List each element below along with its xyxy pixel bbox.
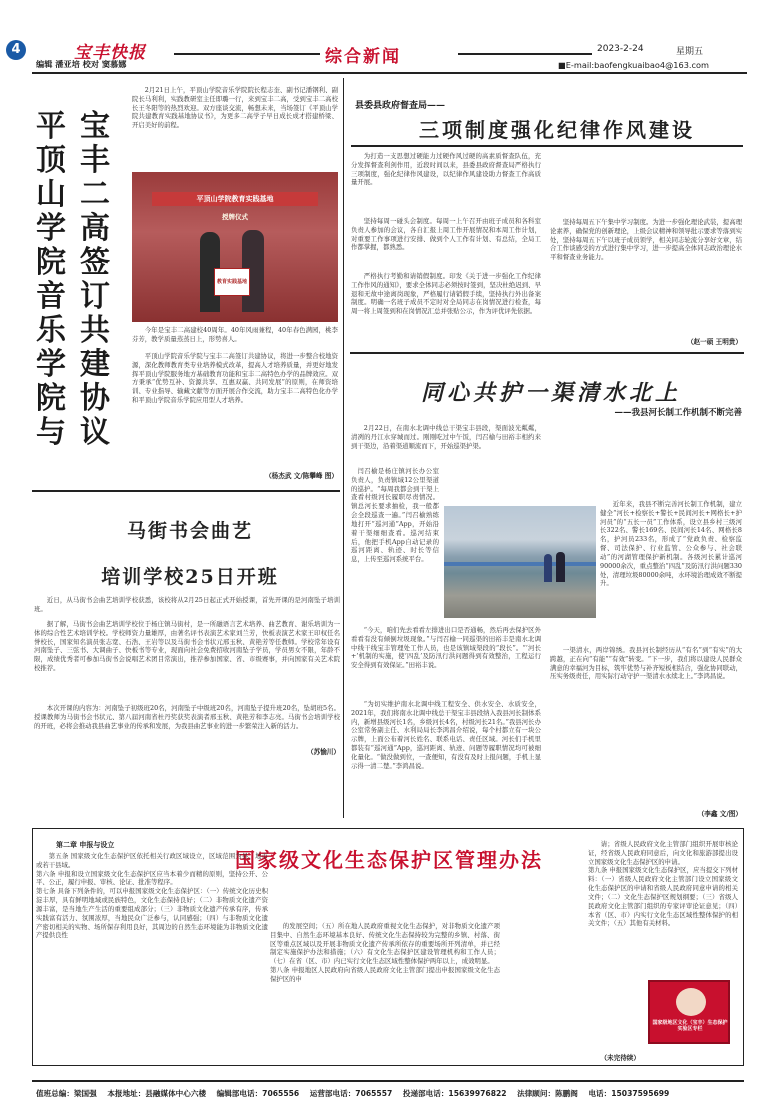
article2-para3: 本次开课的内容为：河南坠子初级班20名，河南坠子中级班20名，河南坠子提升班20名，坠胡班5名。授课教师为马街书会书状元、第八届河南省杜丹奖获奖表演者邢玉秋、黄艳芳和李志亮。马街书会培训学校的开班，必将会推动我县曲艺事业的传承和发展，为我县曲艺事业的进一步繁荣注入新的活力。 xyxy=(34,704,340,730)
article2-para1: 近日，从马街书会曲艺培训学校获悉，该校将从2月25日起正式开始授课，首先开课的是河南坠子培训班。 xyxy=(34,596,340,613)
editors-line: 编辑 潘亚培 校对 窦慕娜 xyxy=(36,59,127,69)
masthead-divider xyxy=(32,72,747,74)
regulation-text-b: 的发展空间；（五）所在地人民政府重视文化生态保护，对非物质文化遗产项目集中、自然生态环境基本良好、传统文化生态保持较为完整的乡镇、村落、街区等重点区域以及开展非物质文化遗产传承所依存的重要场所开列清单，并已经制定实施保护办法和措施；（六）有文化生态保护区建设管理机构和工作人员；（七）在省（区、市）内已实行文化生态区域性整体保护两年以上，成效明显。 第八条 申报地区人民政府向省级人民政府文化主管部门提出申报国家级文化生态保护区的申 xyxy=(270,922,500,983)
email-line: ■E-mail:baofengkuaibao4@163.com xyxy=(558,60,710,70)
article4-para6: 一渠清水，两岸锦绣。我县河长制经历从“有名”到“有实”的大跨越，正在向“有能”“有效”转变。“下一步，我们将以建设人民群众满意的幸福河为目标，筑牢优势与补齐短板相结合，强化协同联动，压实务级责任，用实际行动守护一渠清水永续北上。”李鸿昌说。 xyxy=(550,646,742,681)
photo-fence xyxy=(444,562,596,566)
regulation-logo xyxy=(648,980,730,1044)
issue-weekday: 星期五 xyxy=(676,47,704,57)
regulation-text-c: 请；省级人民政府文化主管部门组织开展审核论证，经省级人民政府同意后，向文化和旅游部提出设立国家级文化生态保护区的申请。 第九条 申报国家级文化生态保护区，应当提交下列材料：（一）省级人民政府文化主管部门设立国家级文化生态保护区的申请和省级人民政府同意申请的相关文件；（二）文化生态保护区规划纲要；（三）省级人民政府文化主管部门组织的专家评审论证意见；（四）本省（区、市）内实行文化生态区域性整体保护的相关文件；（五）其他有关材料。 xyxy=(588,840,738,928)
photo-figure-1 xyxy=(544,554,552,582)
article2-headline-line2: 培训学校25日开班 xyxy=(101,566,279,588)
article4-para2: 闫召榆是杨庄镇河长办公室负责人，负责镇域12公里渠道的巡护。“每周我都会到干渠上查看村级河长履职尽责情况。镇总河长要求抽检，我一般都会全段巡查一遍。”闫召榆熟练地打开“巡河通”App，开始沿着干渠细细查看。巡河结束后，他把手机App自动记录的巡河距离、轨迹、时长等信息，上传至巡河系统平台。 xyxy=(351,467,439,564)
article4-subhead: ——我县河长制工作机制不断完善 xyxy=(614,408,742,418)
article1-para2: 今年是宝丰二高建校40周年。40年风雨兼程，40年春色满园，桃李芬芳，教学质量蒸蒸日上，形势喜人。 xyxy=(132,326,338,343)
article2-byline: （苏愉川） xyxy=(307,748,340,756)
seal-icon xyxy=(676,988,706,1016)
article3-para4: 坚持每周五下午集中学习制度。为进一步强化理论武装，提高理论素养，确保党的创新理论，上级会议精神和领导批示要求等落到实处，坚持每周五下午以班子成员领学，相关同志轮流分享好文章，结合工作谈感受的方式进行集中学习，进一步提高全体同志政治理论水平和督查业务能力。 xyxy=(550,218,742,262)
article4-byline: （李鑫 文/图） xyxy=(697,810,742,818)
photo-plaque: 教育实践基地 xyxy=(214,268,250,296)
regulation-chapter: 第二章 申报与设立 xyxy=(56,841,115,849)
article3-byline: （赵一硕 王明贵） xyxy=(686,338,742,346)
article1-para1: 2月21日上午，平顶山学院音乐学院院长程志奎、副书记潘钢利、副院长马利利，实践教研室主任即璐一行，来到宝丰二高，受到宝丰二高校长王冬阳等的热烈欢迎。双方座谈交流，畅想未来，当场签订《平顶山学院共建教育实践基地协议书》，为更多二高学子早日成长成才搭建桥梁、开启美好的前程。 xyxy=(132,86,338,130)
photo-figure-2 xyxy=(556,552,565,582)
paper-logo: 宝丰快报 xyxy=(74,43,146,63)
article3-headline: 三项制度强化纪律作风建设 xyxy=(419,118,695,142)
page-number-badge: 4 xyxy=(6,40,26,60)
regulation-headline: 国家级文化生态保护区管理办法 xyxy=(235,848,543,872)
article1-headline-col1: 平顶山学院音乐学院与 xyxy=(36,109,66,450)
article4-para4: “为切实维护南水北调中线工程安全、供水安全、水质安全，2021年，我们将南水北调中线总干渠宝丰县段纳入我县河长制体系内，新增县级河长1名，乡级河长4名，村级河长21名。”我县河长办公室常务副主任、水利局局长李鸿昌介绍说，每个村都立有一块公示牌，上面公布着河长姓名、联系电话、责任区域。河长们手机里都装有“巡河通”App，巡河距离、轨迹、问题等履职情况均可被细化量化。“做没做到位，一查便知，有没有及时上报问题，手机上显示得一清二楚。”李鸿昌说。 xyxy=(351,700,541,770)
article3-bottom-rule xyxy=(350,352,744,354)
logo-caption: 国家级地区文化（宝丰）生态保护实验区专栏 xyxy=(652,1020,728,1033)
regulation-text-a: 第五条 国家级文化生态保护区依托相关行政区域设立，区域范围为县、地市或若干县域。 第六条 申报和设立国家级文化生态保护区应当本着少而精的原则，坚持公开、公平、公正，履行申报、审核、论证、批准等程序。 第七条 具备下列条件的，可以申报国家级文化生态保护区：（一）传统文化历史积淀丰厚，具有鲜明地域或民族特色，文化生态保持良好；（二）非物质文化遗产资源丰富，是当地生产生活的重要组成部分；（三）非物质文化遗产传承有序，传承实践富有活力、氛围浓厚，当地民众广泛参与，认同感强；（四）与非物质文化遗产密切相关的实物、场所保存利用良好，其周边的自然生态环境能为非物质文化遗产提供良性 xyxy=(36,852,268,940)
article1-para3: 平顶山学院音乐学院与宝丰二高签订共建协议，将进一步整合校地资源，深化教师教育类专业培养模式改革，提高人才培养质量，并更好地发挥平顶山学院服务地方基础教育功能和宝丰二高特色办学的品牌效应。双方秉承“优势互补、资源共享、互惠双赢、共同发展”的原则，在师资培训、专业指导、输藏文献等方面开展合作交流，助力宝丰二高特色化办学和平顶山学院音乐学院应用型人才培养。 xyxy=(132,352,338,405)
article3-kicker: 县委县政府督查局—— xyxy=(355,101,446,111)
article1-photo xyxy=(132,172,338,322)
article4-photo xyxy=(444,506,596,618)
article4-para5: 近年来，我县不断完善河长制工作机制，建立健全“河长+检察长+警长+民间河长+网格长+护河员”的“五长一员”工作体系，设立县乡村三级河长322名、警长169名、民间河长14名、网格长8名，护河员233名，形成了“党政负责、检察监督、司法保护、行业监管、公众参与、社会联动”的河湖管理保护新机制。各级河长累计巡河90000余次，重点整治“四乱”及防汛行洪问题330处，清理垃圾80000余吨，水环境治理成效不断提升。 xyxy=(600,500,742,588)
article4-para1: 2月22日，在南水北调中线总干渠宝丰县段，渠面波光粼粼，清冽的丹江水穿城而过。刚刚吃过中午饭，闫召榆与田裕丰相约来到干渠边，沿着渠道顺流而下，开始巡渠护渠。 xyxy=(351,424,541,450)
article1-headline-col2: 宝丰二高签订共建协议 xyxy=(80,109,110,450)
photo-banner-sub: 授牌仪式 xyxy=(222,213,248,221)
masthead-rule-left xyxy=(174,53,320,55)
article3-para2: 坚持每周一碰头会制度。每周一上午召开由班子成员和各科室负责人参加的会议，各自汇报上周工作开展情况和本周工作计划，对重要工作事项进行安排、做到个人工作有计划、有总结，全局工作都掌握，都熟悉。 xyxy=(351,217,541,252)
issue-date: 2023-2-24 xyxy=(597,44,644,54)
article2-headline-line1: 马街书会曲艺 xyxy=(126,520,253,542)
article3-para3: 严格执行考勤和请销假制度。印发《关于进一步强化工作纪律工作作风的通知》，要求全体同志必须按时签到，坚决杜绝迟到、早退和无故中途离岗现象，严格履行请销假手续，坚持执行外出备案制度。明确一名班子成员不定时对全局同志在岗情况进行检查，每周一将上周签到和在岗情况汇总并张贴公示，作为评优评先依据。 xyxy=(351,272,541,316)
article3-para1: 为打造一支思想过硬能力过硬作风过硬的高素质督查队伍，充分发挥督查利剑作用，近段时间以来，县委县政府督查局严格执行三项制度，强化纪律作风建设，以纪律作风建设助力督查工作高质量开展。 xyxy=(351,152,541,187)
article1-bottom-rule xyxy=(32,490,340,492)
article3-head-rule xyxy=(351,145,743,147)
article1-byline: （杨杰武 文/陈攀峰 图） xyxy=(265,472,338,480)
article4-para3: “今天，咱们先去看看左排进出口是否通畅，然后再去保护区外看看有没有倾倒垃圾现象。”与闫召榆一同巡渠的田裕丰是南水北调中线干线宝丰管理处工作人员，也是该镇域渠段的“段长”。“‘河长+’机制的实施，使‘四乱’及防汛行洪问题得到有效整治，工程运行安全得到有效保证。”田裕丰说。 xyxy=(351,626,541,670)
masthead-rule-right xyxy=(458,53,592,55)
article2-para2: 据了解，马街书会曲艺培训学校位于杨庄镇马街村，是一所融语言艺术培养、曲艺教育、谢乐培训为一体的综合性艺术培训学校。学校师资力量雄厚，由著名评书表演艺术家刘兰芳，快板表演艺术家王印权任名誉校长，国家知名演员张志宽、石浩、王岩等以及马街书会书状元邢玉秋、黄艳芳等任教师。学校常年设有河南坠子、三弦书、大调曲子、快板书等专业，现面向社会免费招收河南坠子学员，学员男女不限，年龄不限，成绩优秀者可参加马街书会说唱艺术团目常演出，推荐参加国家、省、市级赛事，并向国家有关艺术院校推荐。 xyxy=(34,620,340,673)
footer-rule xyxy=(32,1080,744,1082)
footer-info: 值班总编：梁国强 本报地址：县融媒体中心六楼 编辑部电话：7065556 运营部电话：7065557 投递部电话：15639976822 法律顾问：陈鹏阁 电话：15037595699 xyxy=(36,1089,670,1098)
article4-headline: 同心共护一渠清水北上 xyxy=(420,380,681,406)
photo-banner: 平顶山学院教育实践基地 xyxy=(152,192,318,206)
section-title: 综合新闻 xyxy=(325,47,401,67)
regulation-note: （未完待续） xyxy=(600,1054,640,1062)
col-divider-left xyxy=(343,78,344,818)
